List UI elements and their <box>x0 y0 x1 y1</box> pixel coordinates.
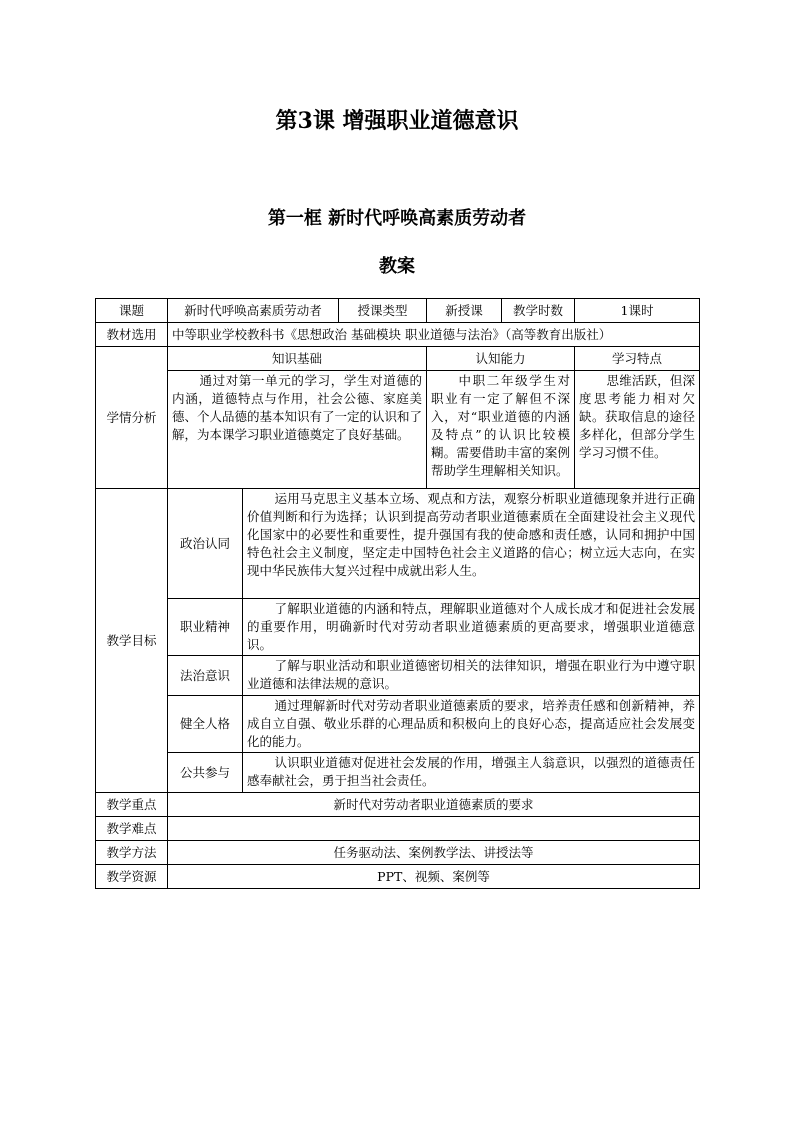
objective-text: 了解职业道德的内涵和特点，理解职业道德对个人成长成才和促进社会发展的重要作用，明确新时代对劳动者职业道德素质的更高要求，增强职业道德意识。 <box>243 599 700 656</box>
objective-row <box>96 753 700 793</box>
resources-label: 教学资源 <box>96 865 168 889</box>
teaching-hours-value: 1课时 <box>575 299 700 323</box>
resources-row <box>96 865 700 889</box>
objective-text: 了解与职业活动和职业道德密切相关的法律知识，增强在职业行为中遵守职业道德和法律法规的意识。 <box>243 656 700 696</box>
teaching-hours-label: 教学时数 <box>502 299 575 323</box>
topic-label: 课题 <box>96 299 168 323</box>
objective-text: 通过理解新时代对劳动者职业道德素质的要求，培养责任感和创新精神，养成自立自强、敬业乐群的心理品质和积极向上的良好心态，提高适应社会发展变化的能力。 <box>243 696 700 753</box>
textbook-value: 中等职业学校教科书《思想政治 基础模块 职业道德与法治》（高等教育出版社） <box>168 323 700 347</box>
methods-value: 任务驱动法、案例教学法、讲授法等 <box>168 841 700 865</box>
objectives-label: 教学目标 <box>96 489 168 793</box>
objective-text: 认识职业道德对促进社会发展的作用，增强主人翁意识，以强烈的道德责任感奉献社会，勇于担当社会责任。 <box>243 753 700 793</box>
cognitive-ability-text: 中职二年级学生对职业有一定了解但不深入，对“职业道德的内涵及特点”的认识比较模糊。需要借助丰富的案例帮助学生理解相关知识。 <box>427 371 575 489</box>
objective-name: 健全人格 <box>168 696 243 753</box>
learning-traits-text: 思维活跃，但深度思考能力相对欠缺。获取信息的途径多样化，但部分学生学习习惯不佳。 <box>575 371 700 489</box>
objective-row <box>96 696 700 753</box>
lesson-type-label: 授课类型 <box>339 299 427 323</box>
textbook-row <box>96 323 700 347</box>
knowledge-base-header: 知识基础 <box>168 347 427 371</box>
cognitive-ability-header: 认知能力 <box>427 347 575 371</box>
knowledge-base-text: 通过对第一单元的学习，学生对道德的内涵，道德特点与作用，社会公德、家庭美德、个人品德的基本知识有了一定的认识和了解，为本课学习职业道德奠定了良好基础。 <box>168 371 427 489</box>
objective-row <box>96 656 700 696</box>
objective-text: 运用马克思主义基本立场、观点和方法，观察分析职业道德现象并进行正确价值判断和行为选择；认识到提高劳动者职业道德素质在全面建设社会主义现代化国家中的必要性和重要性，提升强国有我的使命感和责任感，认同和拥护中国特色社会主义制度，坚定走中国特色社会主义道路的信心；树立远大志向，在实现中华民族伟大复兴过程中成就出彩人生。 <box>243 489 700 599</box>
difficulty-value <box>168 817 700 841</box>
key-point-row <box>96 793 700 817</box>
student-analysis-content-row <box>96 371 700 489</box>
key-point-value: 新时代对劳动者职业道德素质的要求 <box>168 793 700 817</box>
textbook-label: 教材选用 <box>96 323 168 347</box>
difficulty-row <box>96 817 700 841</box>
section-title: 第一框 新时代呼唤高素质劳动者 <box>267 208 527 229</box>
topic-row <box>96 299 700 323</box>
objective-name: 法治意识 <box>168 656 243 696</box>
objective-row <box>96 489 700 599</box>
lesson-title: 第3课 增强职业道德意识 <box>275 108 519 134</box>
resources-value: PPT、视频、案例等 <box>168 865 700 889</box>
student-analysis-label: 学情分析 <box>96 347 168 489</box>
lesson-plan-table <box>95 298 700 889</box>
objective-name: 公共参与 <box>168 753 243 793</box>
methods-label: 教学方法 <box>96 841 168 865</box>
difficulty-label: 教学难点 <box>96 817 168 841</box>
lesson-type-value: 新授课 <box>427 299 502 323</box>
topic-value: 新时代呼唤高素质劳动者 <box>168 299 339 323</box>
student-analysis-header-row <box>96 347 700 371</box>
learning-traits-header: 学习特点 <box>575 347 700 371</box>
objective-name: 职业精神 <box>168 599 243 656</box>
key-point-label: 教学重点 <box>96 793 168 817</box>
objective-name: 政治认同 <box>168 489 243 599</box>
methods-row <box>96 841 700 865</box>
document-type-heading: 教案 <box>379 256 415 277</box>
objective-row <box>96 599 700 656</box>
